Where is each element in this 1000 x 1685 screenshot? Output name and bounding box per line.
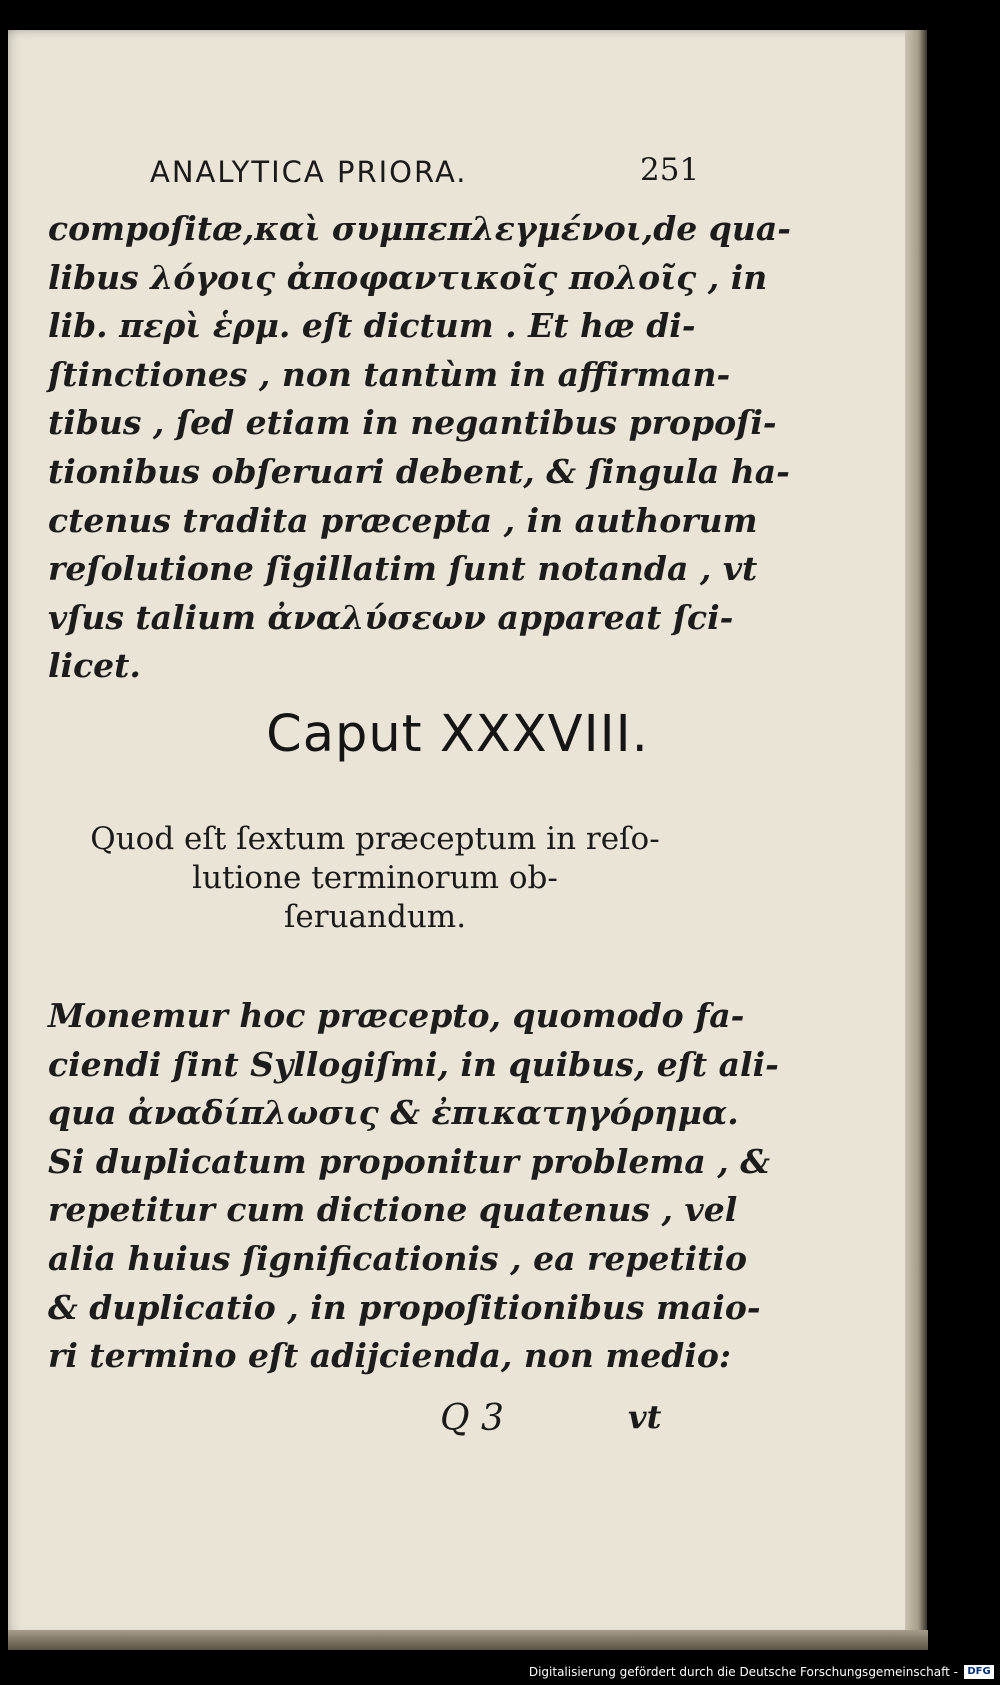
text-line: vſus talium ἀναλύσεων appareat ſci-	[48, 597, 734, 637]
text-line: qua ἀναδίπλωσις & ἐπικατηγόρημα.	[48, 1093, 739, 1133]
catchword: vt	[628, 1398, 662, 1436]
text-line: ſtinctiones , non tantùm in affirman-	[48, 354, 731, 394]
dfg-logo-icon: DFG	[964, 1665, 994, 1679]
page-number: 251	[640, 152, 700, 188]
text-line: reſolutione ſigillatim ſunt notanda , vt	[48, 549, 758, 589]
text-line: tibus , ſed etiam in negantibus propoſi-	[48, 403, 777, 443]
text-line: Monemur hoc præcepto, quomodo fa-	[48, 996, 745, 1035]
text-line: libus λόγοις ἀποφαντικοῖς πολοῖς , in	[48, 257, 768, 297]
text-line: lib. περὶ ἑρμ. eſt dictum . Et hæ di-	[48, 306, 696, 346]
text-line: ri termino eſt adijcienda, non medio:	[48, 1336, 732, 1376]
page-edge-right	[905, 30, 927, 1650]
text-line: & duplicatio , in propoſitionibus maio-	[48, 1287, 761, 1327]
subtitle-line: ſeruandum.	[283, 899, 467, 935]
text-line: ctenus tradita præcepta , in authorum	[48, 500, 758, 540]
text-line: licet.	[48, 646, 141, 686]
text-line: alia huius ſignificationis , ea repetitio	[48, 1238, 747, 1278]
page-edge-bottom	[8, 1630, 928, 1650]
running-head: ANALYTICA PRIORA.	[150, 155, 468, 189]
paragraph-1	[48, 205, 791, 691]
signature-mark: Q 3	[440, 1398, 504, 1439]
text-line: tionibus obſeruari debent, & ſingula ha-	[48, 451, 790, 491]
footer-credit: Digitalisierung gefördert durch die Deutsche Forschungsgemeinschaft -	[528, 1665, 958, 1679]
chapter-heading: Caput XXXVIII.	[266, 705, 649, 764]
subtitle-line: lutione terminorum ob-	[192, 860, 558, 896]
footer-bar	[0, 1655, 1000, 1685]
text-line: repetitur cum dictione quatenus , vel	[48, 1190, 738, 1230]
chapter-subtitle	[50, 820, 700, 937]
text-line: ciendi ſint Syllogiſmi, in quibus, eſt ali-	[48, 1044, 779, 1084]
text-line: Si duplicatum proponitur problema , &	[48, 1141, 771, 1181]
paragraph-2	[48, 992, 779, 1381]
text-line: compoſitæ,καὶ συμπεπλεγμένοι,de qua-	[48, 209, 791, 248]
subtitle-line: Quod eſt ſextum præceptum in reſo-	[90, 821, 660, 857]
